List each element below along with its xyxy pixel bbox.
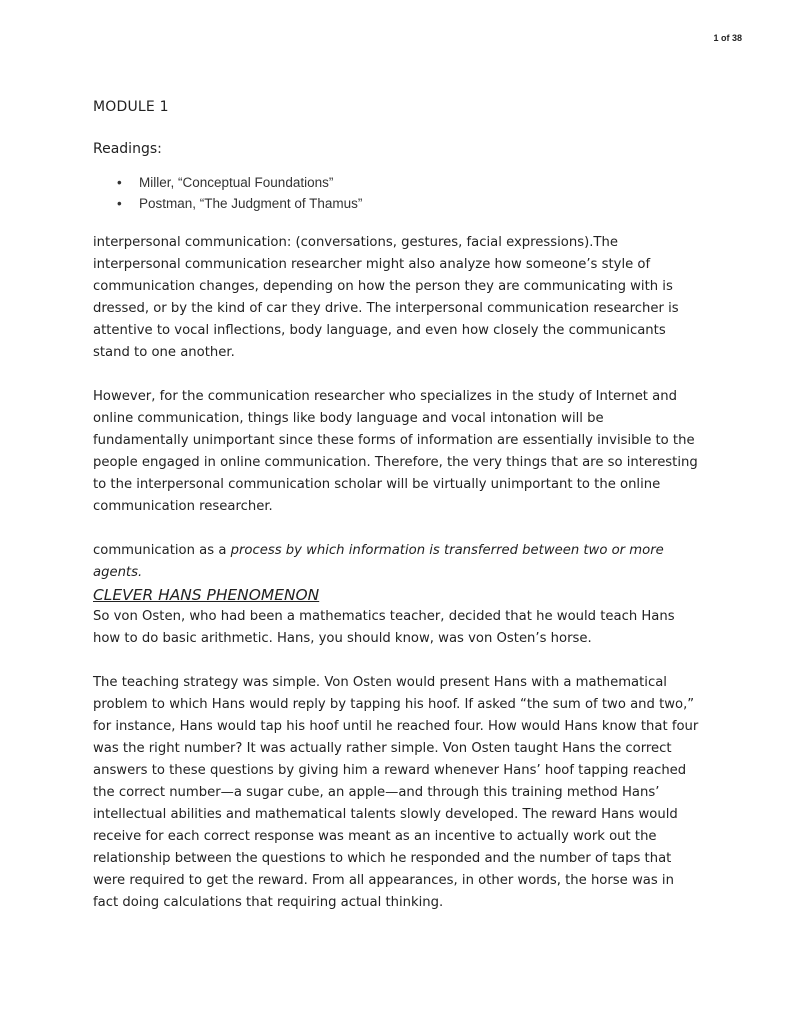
paragraph-teaching: The teaching strategy was simple. Von Osten would present Hans with a mathematical problem to which Hans would reply by tapping his hoof. If asked “the sum of two and two,” for instance, Hans would tap his hoof until he reached four. How would Hans know that four was the right number? It was actually rather simple. Von Osten taught Hans the correct answers to these questions by giving him a reward whenever Hans’ hoof tapping reached the correct number—a sugar cube, an apple—and through this training method Hans’ intellectual abilities and mathematical talents slowly developed. The reward Hans would receive for each correct response was meant as an incentive to actually work out the relationship between the questions to which he responded and the number of taps that were required to get the reward. From all appearances, in other words, the horse was in fact doing calculations that requiring actual thinking. [93,675,699,910]
paragraph-however: However, for the communication researcher who specializes in the study of Internet and online communication, things like body language and vocal intonation will be fundamentally unimportant since these forms of information are essentially invisible to the people engaged in online communication. Therefore, the very things that are so interesting to the interpersonal communication scholar will be virtually unimportant to the online communication researcher. [93,389,698,514]
reading-item-postman: • Postman, “The Judgment of Thamus” [117,193,703,214]
paragraph-interpersonal: interpersonal communication: (conversations, gestures, facial expressions).The interpersonal communication researcher might also analyze how someone’s style of communication changes, depending on how the person they are communicating with is dressed, or by the kind of car they drive. The interpersonal communication researcher is attentive to vocal inflections, body language, and even how closely the communicants stand to one another. [93,235,679,360]
document-body [93,96,703,914]
definition-emphasis: process by which information is transferred between two or more agents. [93,543,664,580]
readings-list [93,172,703,214]
module-title: MODULE 1 [93,99,169,115]
paragraph-definition [93,540,703,584]
definition-prefix: communication as a [93,543,231,558]
paragraph-von-osten: So von Osten, who had been a mathematics teacher, decided that he would teach Hans how to do basic arithmetic. Hans, you should know, was von Osten’s horse. [93,609,675,646]
clever-hans-heading: CLEVER HANS PHENOMENON [93,586,320,604]
readings-heading: Readings: [93,141,162,157]
reading-item-miller: • Miller, “Conceptual Foundations” [117,172,703,193]
page-number: 1 of 38 [713,33,742,43]
